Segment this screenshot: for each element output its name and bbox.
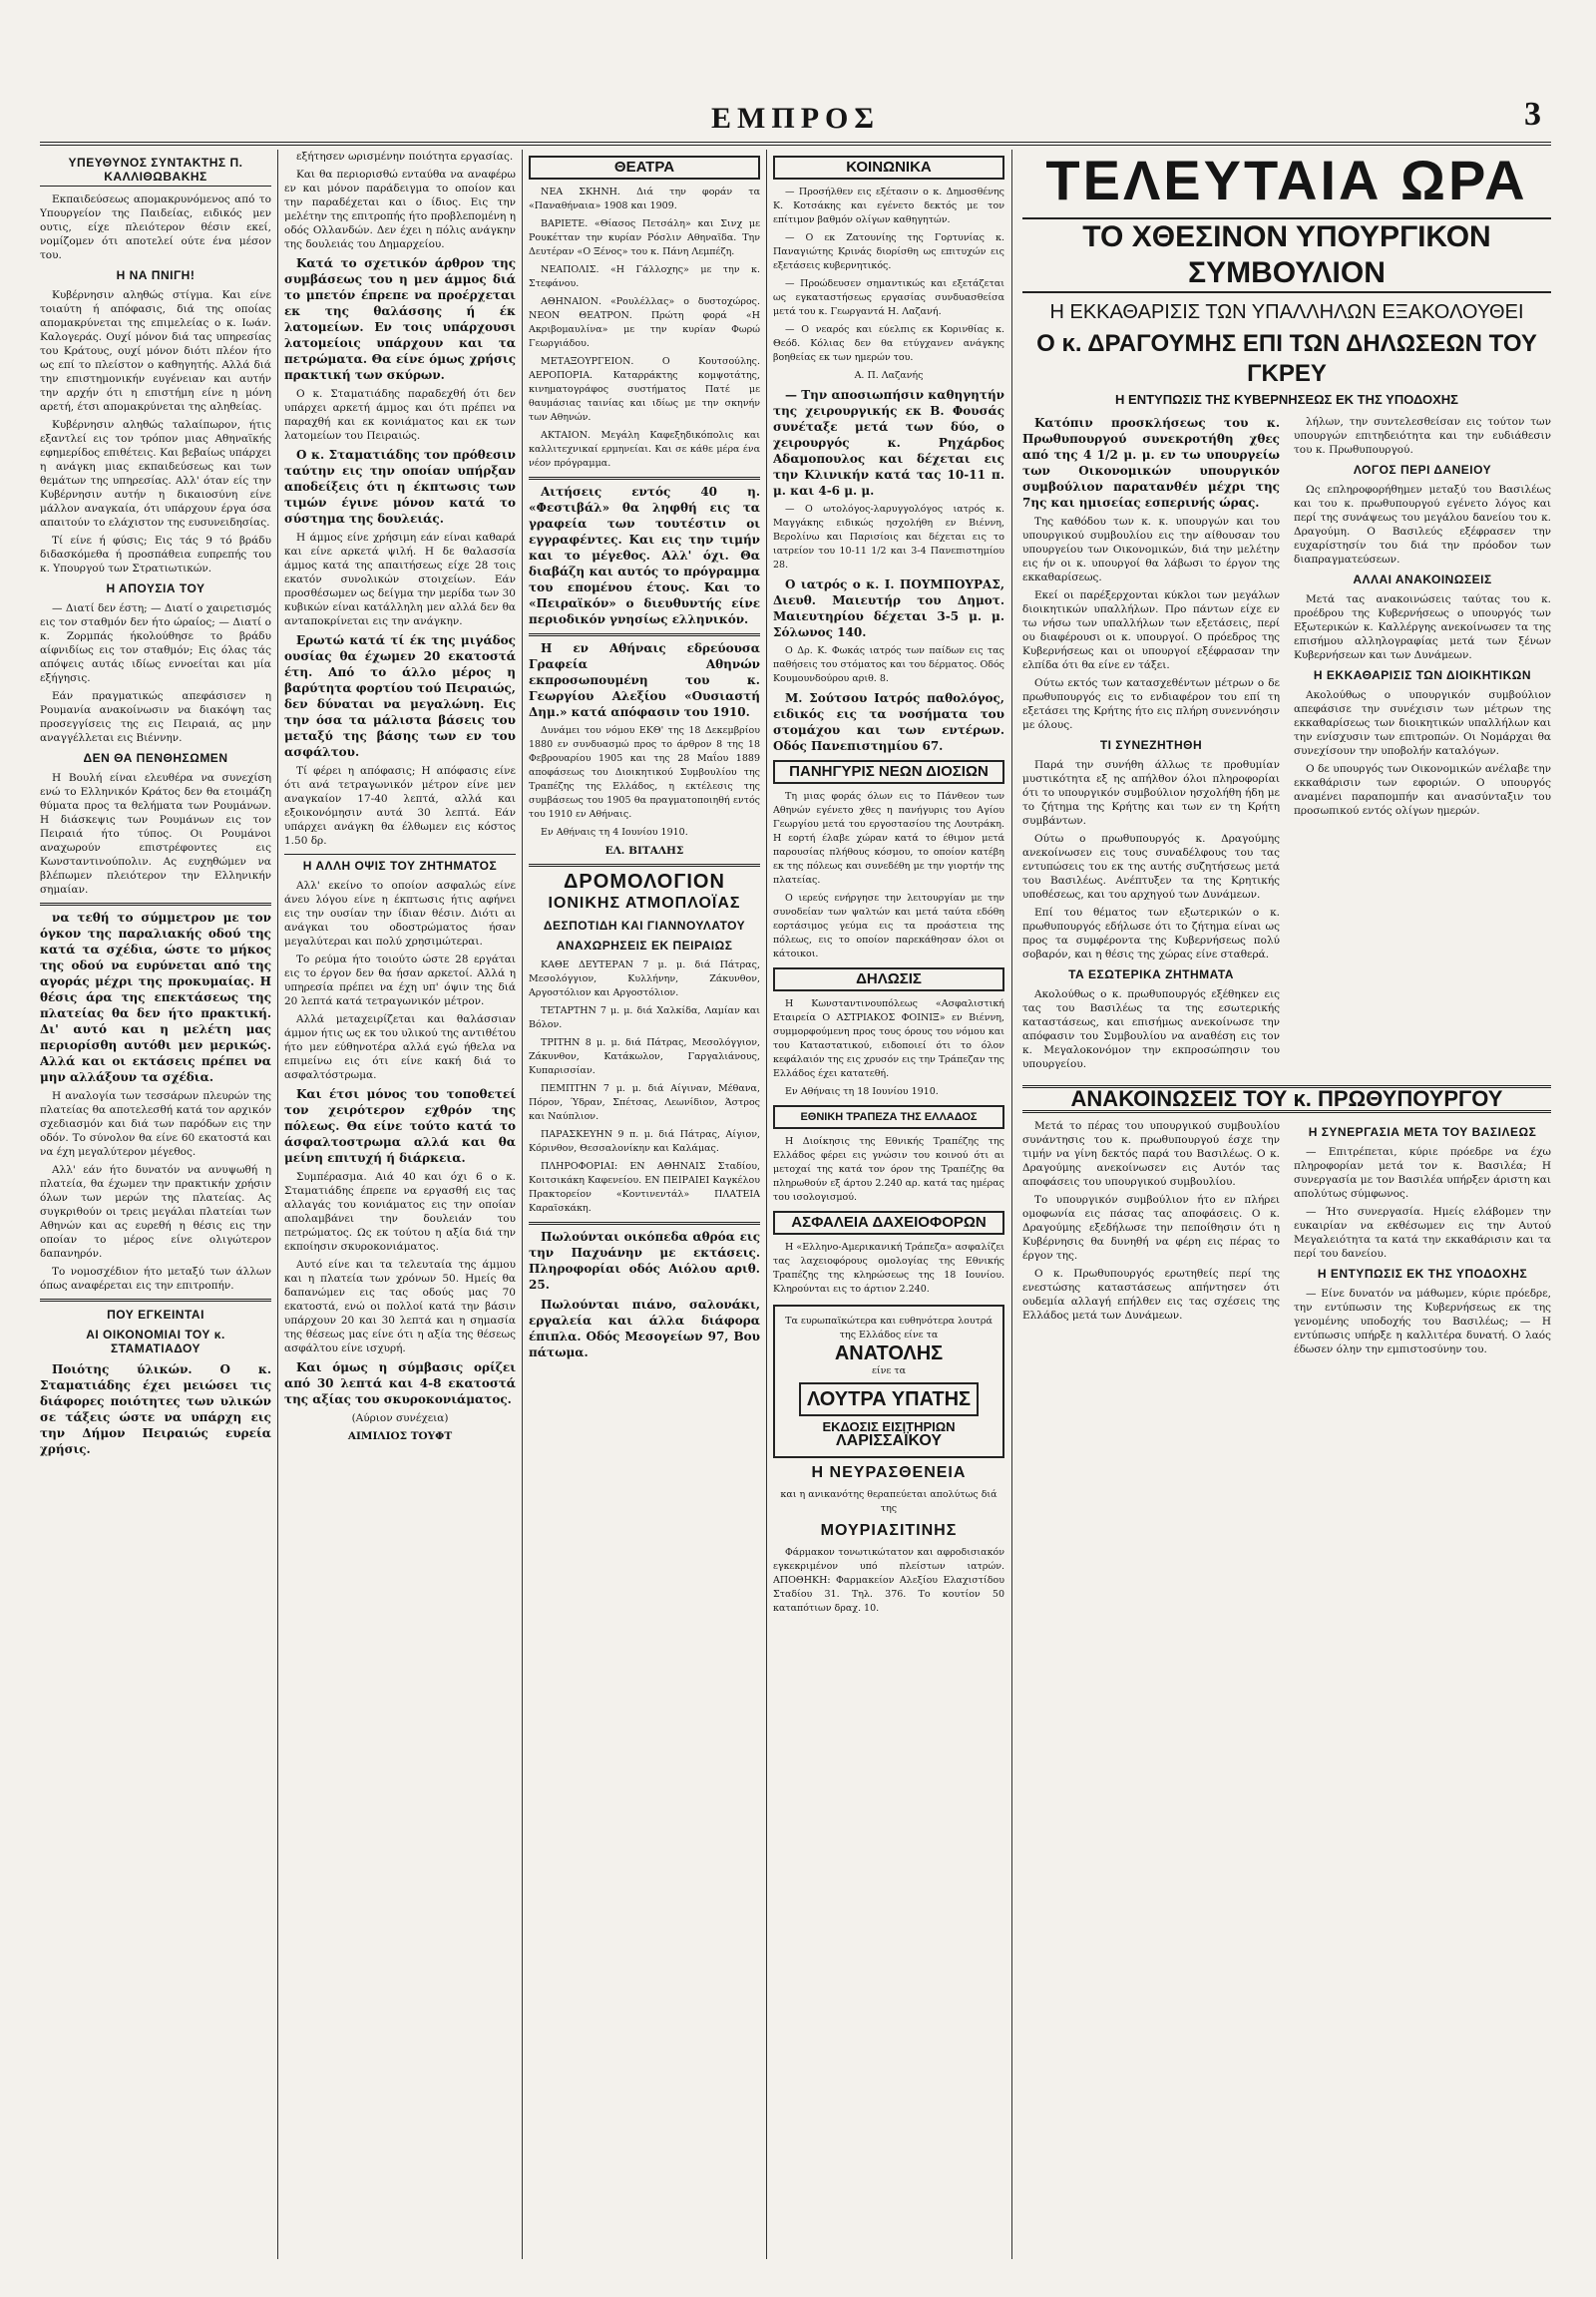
- divider: [529, 1222, 760, 1225]
- signature-note: (Αύριον συνέχεια): [351, 1412, 449, 1424]
- section-heading: Η ΑΠΟΥΣΙΑ ΤΟΥ: [106, 581, 205, 595]
- masthead: [40, 96, 1551, 146]
- listing: ΑΚΤΑΙΟΝ. Μεγάλη Καφεξηδικόπολις και καλλιτεχνικαί ερμηνείαι. Και σε κάθε μέρα ένα νέον πρόγραμμα.: [529, 430, 760, 469]
- column-rule: [1011, 150, 1012, 2259]
- schedule-entry: ΠΑΡΑΣΚΕΥΗΝ 9 π. μ. διά Πάτρας, Αίγιον, Κόρινθον, Θεσσαλονίκην και Καλάμας.: [529, 1129, 760, 1154]
- schedule-entry: ΚΑΘΕ ΔΕΥΤΕΡΑΝ 7 μ. μ. διά Πάτρας, Μεσολόγγιον, Κυλλήνην, Ζάκυνθον, Αργοστόλιον και Αργοστόλιον.: [529, 959, 760, 998]
- column-2: [284, 150, 516, 2259]
- column-4: [773, 150, 1004, 2259]
- article-paragraph: Η Κωνσταντινουπόλεως «Ασφαλιστική Εταιρεία Ο ΑΣΤΡΙΑΚΟΣ ΦΟΙΝΙΞ» εν Βιέννη, συμμορφούμενη προς τους όρους του νόμου και του Καταστατικού, ειδοποιεί ότι το όλον κεφάλαιόν της εις χρυσόν εις την Τράπεζαν της Ελλάδος έχει κατατεθή.: [773, 998, 1004, 1079]
- ad-text: είνε τα: [871, 1365, 907, 1376]
- ad-heading: ΙΟΝΙΚΗΣ ΑΤΜΟΠΛΟΪΑΣ: [548, 895, 741, 912]
- article-paragraph: εξήτησεν ωρισμένην ποιότητα εργασίας.: [296, 151, 514, 163]
- article-paragraph: Κυβέρνησιν αληθώς στίγμα. Και είνε τοιαύτη ή απόφασις, διά της οποίας απομακρύνεται της επιμελείας ο κ. Ιωάν. Καλογεράς. Ουχί μόνον διά τας υπηρεσίας του Κράτους, ουχί μόνον διότι πλέον ήτο ως επί το πλείστον ο καθηγητής. Αλλά διά την επιστημονικήν ευγένειαν και αυτήν την αρχήν ότι η επιστήμη είνε η μόνη αρετή, έτσι απομακρύνεται της αληθείας.: [40, 289, 271, 413]
- article-paragraph: Τί φέρει η απόφασις; Η απόφασις είνε ότι ανά τετραγωνικόν μέτρον είνε μεν αναγκαίον 17-40 λεπτά, αλλά και εξοικονόμησιν αυτά 30 λεπτά. Εάν υπάρχει ανάγκη θα έλθωμεν εις κόστος 1.50 δρ.: [284, 765, 516, 847]
- listing: ΝΕΑΠΟΛΙΣ. «Η Γάλλοχης» με την κ. Στεφάνου.: [529, 264, 760, 289]
- notice: Μ. Σούτσου Ιατρός παθολόγος, ειδικός εις τα νοσήματα του στομάχου και των εντέρων. Οδός Πανεπιστημίου 67.: [773, 691, 1004, 753]
- section-heading: Η ΕΝΤΥΠΩΣΙΣ ΕΚ ΤΗΣ ΥΠΟΔΟΧΗΣ: [1317, 1267, 1528, 1281]
- page-number: 3: [1524, 96, 1541, 133]
- section-heading-theatres: ΘΕΑΤΡΑ: [529, 156, 760, 180]
- divider: [529, 633, 760, 636]
- article-paragraph: Μετά τας ανακοινώσεις ταύτας του κ. προέδρου της Κυβερνήσεως ο υπουργός των Εξωτερικών κ. Καλλέργης ανεκοίνωσεν τα της επισήμου αλληλογραφίας μετά των ξένων Κυβερνήσεων και των Δυνάμεων.: [1294, 593, 1551, 661]
- section-heading: ΛΟΓΟΣ ΠΕΡΙ ΔΑΝΕΙΟΥ: [1353, 463, 1492, 477]
- column-5-last-hour: [1022, 150, 1551, 2259]
- article-paragraph: Τί είνε ή φύσις; Εις τάς 9 τό βράδυ διδασκόμεθα ή προσπάθεια ευπρεπής του κ. Υπουργού των Στρατιωτικών.: [40, 535, 271, 574]
- article-paragraph: — Επιτρέπεται, κύριε πρόεδρε να έχω πληροφορίαν μετά τον κ. Βασιλέα; Η συνεργασία με τον Βασιλέα υπήρξεν άριστη και απολύτως σύμφωνος.: [1294, 1146, 1551, 1200]
- article-paragraph: Ο κ. Σταματιάδης τον πρόθεσιν ταύτην εις την οποίαν υπήρξαν αποδείξεις ότι η έκπτωσις των τιμών έγινε μόνον κατά το σύστημα της δουλειάς.: [284, 448, 516, 526]
- ad-text: Φάρμακον τονωτικώτατον και αφροδισιακόν εγκεκριμένον υπό πλείστων ιατρών. ΑΠΟΘΗΚΗ: Φαρμακείον Αλεξίου Ελαχιστίδου Σταδίου 31. Τηλ. 376. Το κουτίον 50 καταπότιων δραχ. 10.: [773, 1547, 1004, 1614]
- social-item: — Προσήλθεν εις εξέτασιν ο κ. Δημοσθένης Κ. Κοτσάκης και εγένετο δεκτός με τον επίτιμον βαθμόν ολίγων καθηγητών.: [773, 187, 1004, 225]
- social-item: — Ο νεαρός και εύελπις εκ Κορινθίας κ. Θεόδ. Κόλιας δεν θα ετύγχανεν ανάγκης βοηθείας εκ των ημερών του.: [773, 324, 1004, 363]
- article-paragraph: Και έτσι μόνος του τοποθετεί τον χειρότερον εχθρόν της πόλεως. Θα είνε τούτο κατά το άσφαλτοστρωμα αλλά και θα μείνη επιτυχή ή διάρκεια.: [284, 1087, 516, 1165]
- article-paragraph: Αλλά μεταχειρίζεται και θαλάσσιαν άμμον ήτις ως εκ του υλικού της αντιθέτου ήτο μεν εύθηνοτέρα αλλά εγώ ήθελα να επιμείνω εις ότι είνε κακή διά το ασφαλτόστρωμα.: [284, 1013, 516, 1081]
- ad-heading: ΜΟΥΡΙΑΣΙΤΙΝΗΣ: [820, 1522, 958, 1539]
- ad-heading: Η ΝΕΥΡΑΣΘΕΝΕΙΑ: [811, 1464, 967, 1481]
- column-3: [529, 150, 760, 2259]
- section-heading: Η ΕΚΚΑΘΑΡΙΣΙΣ ΤΩΝ ΔΙΟΙΚΗΤΙΚΩΝ: [1313, 668, 1532, 682]
- article-paragraph: Αλλ' εκείνο το οποίον ασφαλώς είνε άνευ λόγου είνε η έκπτωσις ήτις αφήνει εις την ουσίαν την ίδιαν θέσιν. Διότι αι ανάγκαι του οδοστρώματος ήσαν μεγαλύτεραι και πολύ χρησιμώτεραι.: [284, 880, 516, 948]
- ad-text: ΕΚΔΟΣΙΣ ΕΙΣΙΤΗΡΙΩΝ: [822, 1419, 956, 1434]
- article-paragraph: Ως επληροφορήθημεν μεταξύ του Βασιλέως και του κ. πρωθυπουργού εγένετο λόγος και περί της συνάψεως του μεγάλου δανείου του κ. Δραγούμη. Ο Βασιλεύς εξέφρασεν την ευχαρίστησίν του διά την πρόοδον των διαπραγματεύσεων.: [1294, 484, 1551, 566]
- listing: ΑΘΗΝΑΙΟΝ. «Ρουλέλλας» ο δυστοχώρος. ΝΕΟΝ ΘΕΑΤΡΟΝ. Πρώτη φορά «Η Ακριβομαυλίνα» με την κυρίαν Φωρώ Γεωργιάδου.: [529, 296, 760, 349]
- article-paragraph: Η αναλογία των τεσσάρων πλευρών της πλατείας θα αποτελεσθή κατά τον αρχικόν σχεδιασμόν και διά των παρόδων εις την οδόν. Το σύνολον θα είνε 60 εκατοστά και να έχη μεγαλύτερον μέγεθος.: [40, 1090, 271, 1158]
- article-paragraph: Εκεί οι παρέξερχονται κύκλοι των μεγάλων διοικητικών υπαλλήλων. Προ πάντων είχε εν τω νήσω των υπαλλήλων των εξετάσεις, περί ου διαφέρουσι οι κ. υπουργοί. Ο πρόεδρος της Κυβερνήσεως και οι υπουργοί εξέφρασαν την ελπίδα ότι θα είνε εν τάξει.: [1022, 589, 1280, 671]
- article-paragraph: Αλλ' εάν ήτο δυνατόν να ανυψωθή η πλατεία, θα έχωμεν την πρακτικήν χρήσιν όλων των μερών της πλατείας. Ας συγκριθούν οι τρεις μεγάλαι πλατείαι των Αθηνών και ας ευρεθή η θέσις εις την οποίαν το μέρος είνε ολιγώτερον δαπανηρόν.: [40, 1164, 271, 1260]
- notice: — Ο ωτολόγος-λαρυγγολόγος ιατρός κ. Μαγγάκης ειδικώς ησχολήθη εν Βιέννη, Βερολίνω και Παρισίοις και δέχεται εις το ιατρείον του 10-11 1/2 και 3-4 Πανεπιστημίου 28.: [773, 504, 1004, 571]
- ad-text: Τα ευρωπαϊκώτερα και ευθηνότερα λουτρά της Ελλάδος είνε τα: [785, 1316, 993, 1340]
- ad-headline: ΛΟΥΤΡΑ ΥΠΑΤΗΣ: [806, 1388, 972, 1410]
- section-heading: ΔΗΛΩΣΙΣ: [773, 967, 1004, 991]
- article-paragraph: Της καθόδου των κ. κ. υπουργών και του υπουργικού συμβουλίου εις την αίθουσαν του υπουργείου των Οικονομικών, διά την μελέτην εις ήν οι κ. υπουργοί θα λάβωσι το έργον της εκκαθαρίσεως.: [1022, 516, 1280, 583]
- article-paragraph: Μετά το πέρας του υπουργικού συμβουλίου συνάντησις του κ. πρωθυπουργού έσχε την τιμήν να γίνη δεκτός παρά του Βασιλέως. Ο κ. Δραγούμης ανεκοίνωσεν εις Αυτόν τας αποφάσεις του υπουργικού συμβουλίου.: [1022, 1120, 1280, 1188]
- date-line: Εν Αθήναις τη 18 Ιουνίου 1910.: [785, 1086, 939, 1097]
- article-paragraph: Αυτό είνε και τα τελευταία της άμμου και η πλατεία των χρόνων 50. Ημείς θα δαπανώμεν εις τας οδούς μας 70 εκατοστά, ενώ οι πολλοί κατά την βάσιν υπάρχουν 20 και 30 λεπτά και η σημασία της θέσεως μας είνε ότι η αξία της θέσεως ασφάλτου είνε ισχυρή.: [284, 1259, 516, 1354]
- lead-subheadline: Η ΕΝΤΥΠΩΣΙΣ ΤΗΣ ΚΥΒΕΡΝΗΣΕΩΣ ΕΚ ΤΗΣ ΥΠΟΔΟΧΗΣ: [1115, 392, 1458, 407]
- two-column-body: [1022, 415, 1551, 1075]
- article-paragraph: — Ήτο συνεργασία. Ημείς ελάβομεν την ευκαιρίαν να εκθέσωμεν εις την Αυτού Μεγαλειότητα τα κατά την εκκαθάρισιν και τα περί του δανείου.: [1294, 1206, 1551, 1260]
- article-paragraph: Συμπέρασμα. Αιά 40 και όχι 6 ο κ. Σταματιάδης έπρεπε να εργασθή εις τας αλλαγάς του κονιάματος εις την οποίαν απολαμβάνει την δουλειάν του πετρώματος. Ως εκ τούτου η αξία διά την εκποίησιν σκυροκονιάματος.: [284, 1171, 516, 1253]
- column-rule: [277, 150, 278, 2259]
- section-heading-pm-announcements: ΑΝΑΚΟΙΝΩΣΕΙΣ ΤΟΥ κ. ΠΡΩΘΥΠΟΥΡΓΟΥ: [1022, 1085, 1551, 1113]
- article-paragraph: Κατόπιν προσκλήσεως του κ. Πρωθυπουργού συνεκροτήθη χθες από της 4 1/2 μ. μ. εν τω υπουργείω των Οικονομικών υπουργικόν συμβούλιον παρατανθέν μέχρι της 7ης και ημισείας εσπερινής ώρας.: [1022, 416, 1280, 510]
- announcement: Η εν Αθήναις εδρεύουσα Γραφεία Αθηνών εκπροσωπουμένη του κ. Γεωργίου Αλεξίου «Ουσιαστή Δημ.» κατά απόφασιν του 1910.: [529, 641, 760, 719]
- column-1: [40, 150, 271, 2259]
- listing: ΝΕΑ ΣΚΗΝΗ. Διά την φοράν τα «Παναθήναια» 1908 και 1909.: [529, 187, 760, 211]
- ad-subheading: ΔΕΣΠΟΤΙΔΗ ΚΑΙ ΓΙΑΝΝΟΥΛΑΤΟΥ: [543, 919, 746, 933]
- notice: — Την αποσιωπήσιν καθηγητήν της χειρουργικής εκ Β. Φουσάς συνέταξε μετά των δύο, ο χειρουργός κ. Ρηχάρδος Αδαμοπουλος και δέχεται εις την Κλινικήν κατά τας 10-11 π. μ. και 4-6 μ. μ.: [773, 388, 1004, 498]
- ad-heading: ΔΡΟΜΟΛΟΓΙΟΝ: [564, 871, 725, 893]
- social-item: — Ο εκ Ζατουνίης της Γορτυνίας κ. Παναγιώτης Κρινάς διορίσθη ως επιτυχών εις εξετάσεις κυβερνητικός.: [773, 232, 1004, 271]
- column-rule: [522, 150, 523, 2259]
- listing: ΒΑΡΙΕΤΕ. «Θίασος Πετσάλη» και Σινχ με Ρουκέτταν την κυρίαν Ρόσλιν Αθηναϊδα. Την Δευτέραν «Ο Ξένος» του κ. Πάνη Λεμπέζη.: [529, 218, 760, 257]
- article-paragraph: Το ρεύμα ήτο τοιούτο ώστε 28 εργάται εις το έργον δεν θα ήσαν αρκετοί. Αλλά η υπηρεσία πρέπει να έχη υπ' όψιν της διά 20 λεπτά κατά τετραγωνικόν μέτρον.: [284, 954, 516, 1007]
- article-paragraph: Ακολούθως ο υπουργικόν συμβούλιον απεφάσισε την συνέχισιν των μέτρων της εκκαθαρίσεως των διοικητικών υπαλλήλων και την ενίσχυσιν των επιτροπών. Οι Νομάρχαι θα συνεχίσουν την υποβολήν καταλόγων.: [1294, 689, 1551, 757]
- body-left: [1022, 415, 1280, 1075]
- notice: Ο ιατρός ο κ. Ι. ΠΟΥΜΠΟΥΡΑΣ, Διευθ. Μαιευτήρ του Δημοτ. Μαιευτηρίου δέχεται 3-5 μ. μ. Σόλωνος 140.: [773, 577, 1004, 639]
- ad-text: ΛΑΡΙΣΣΑΪΚΟΥ: [835, 1432, 943, 1449]
- section-heading-social: ΚΟΙΝΩΝΙΚΑ: [773, 156, 1004, 180]
- section-heading: ΤΙ ΣΥΝΕΖΗΤΗΘΗ: [1099, 738, 1203, 752]
- article-paragraph: Ακολούθως ο κ. πρωθυπουργός εξέθηκεν εις τας του Βασιλέως τα της εσωτερικής καταστάσεως, και επισήμως ανεκοίνωσε την απόφασιν του Συμβουλίου να αναθέση εις τον κ. Μεγαλοκονόμον την εκπροσώπησιν του υπουργείου.: [1022, 988, 1280, 1070]
- section-heading: Η ΝΑ ΠΝΙΓΗ!: [116, 268, 196, 282]
- author-signature: ΑΙΜΙΛΙΟΣ ΤΟΥΦΤ: [347, 1430, 453, 1442]
- article-paragraph: Ο ιερεύς ενήργησε την λειτουργίαν με την συνοδείαν των ψαλτών και μετά ταύτα εδόθη εορτάσιμος γεύμα εις τα προάστεια της πόλεως, εις το οποίον παρεκάθησαν όλοι οι κάτοικοι.: [773, 893, 1004, 959]
- article-paragraph: Ούτω εκτός των κατασχεθέντων μέτρων ο δε πρωθυπουργός εις το ενδιαφέρον του επί τη εξετάσει της Κρήτης ήτο εις πλήρη συνεννόησιν με όλους.: [1022, 677, 1280, 731]
- article-paragraph: Το υπουργικόν συμβούλιον ήτο εν πλήρει ομοφωνία εις πάσας τας αποφάσεις. Ο κ. Δραγούμης εξεδήλωσε την πεποίθησιν ότι η Κυβέρνησις θα δυνηθή να φέρη εις πέρας το έργον της.: [1022, 1194, 1280, 1262]
- ad-text: και η ανικανότης θεραπεύεται απολύτως διά της: [780, 1489, 998, 1514]
- article-paragraph: Η άμμος είνε χρήσιμη εάν είναι καθαρά και είνε αρκετά ψιλή. Η δε θαλασσία άμμος κατά της απαιτήσεως είχε 28 τοις εκατόν συνολικών στοιχείων. Εάν προσθέσωμεν ως δείγμα την μερίδα των 30 κυβικών είναι κατάλληλη μεν αλλά δεν θα ανταποκρίνεται εις την ανάγκην.: [284, 532, 516, 627]
- lead-subheadline: Ο κ. ΔΡΑΓΟΥΜΗΣ ΕΠΙ ΤΩΝ ΔΗΛΩΣΕΩΝ ΤΟΥ ΓΚΡΕΥ: [1036, 330, 1537, 387]
- article-paragraph: Ερωτώ κατά τί έκ της μιγάδος ουσίας θα έχωμεν 20 εκατοστά έτη. Από το άλλο μέρος η βαρύτητα φορτίου τού Πειραιώς, δεν δύναται να μεγαλώνη. Εις την όσα τα μάλιστα βάσεις του μεταξύ της βάσης των εν του ασφάλτου.: [284, 633, 516, 759]
- article-paragraph: λήλων, την συντελεσθείσαν εις τούτον των υπουργών επιτηδειότητα και την ευδιάθεσιν του κ. Πρωθυπουργού.: [1294, 416, 1551, 456]
- divider: [40, 1299, 271, 1302]
- article-paragraph: Δυνάμει του νόμου ΕΚΘ' της 18 Δεκεμβρίου 1880 εν συνδυασμώ προς το άρθρον 8 της 18 Φεβρουαρίου 1905 και της 28 Μαΐου 1889 αποφάσεως του Διοικητικού Συμβουλίου της Τραπέζης της Ελλάδος, η εκτέλεσις της συμβάσεως του 1905 θα πραγματοποιηθή εντός του 1910 εν Αθήναις.: [529, 725, 760, 820]
- article-paragraph: Επί του θέματος των εξωτερικών ο κ. πρωθυπουργός εδήλωσε ότι το ζήτημα είναι ως προς τα συμφέροντα της Κυβερνήσεως πολύ σοβαρόν, και η θέσις της χώρας είνε σταθερά.: [1022, 907, 1280, 960]
- section-heading: Η ΑΛΛΗ ΟΨΙΣ ΤΟΥ ΖΗΤΗΜΑΤΟΣ: [284, 854, 516, 873]
- article-paragraph: Ποιότης ύλικών. Ο κ. Σταματιάδης έχει μειώσει τις διάφορες ποιότητες των υλικών σε τάξεις ώστε να υπάρχη εις την Δήμον Πειραιώς ευρεία χρήσις.: [40, 1362, 271, 1456]
- notice: Ο Δρ. Κ. Φωκάς ιατρός των παίδων εις τας παθήσεις του στόματος και του δέρματος. Οδός Κουμουνδούρου αριθ. 8.: [773, 645, 1004, 684]
- article-paragraph: Παρά την συνήθη άλλως τε προθυμίαν μυστικότητα εξ ης απήλθον όλοι πληροφορίαι ότι το υπουργικόν συμβούλιον ησχολήθη ήδη με το ζήτημα της Κρήτης και των εν τη Κρήτη συμβάντων.: [1022, 759, 1280, 827]
- section-heading: Η ΣΥΝΕΡΓΑΣΙΑ ΜΕΤΑ ΤΟΥ ΒΑΣΙΛΕΩΣ: [1308, 1125, 1537, 1139]
- article-paragraph: Εάν πραγματικώς απεφάσισεν η Ρουμανία ανακοίνωσιν να διακόψη τας προσεγγίσεις της εις Πειραιά, ας μην αναγγέλλεται εις Βιέννην.: [40, 690, 271, 744]
- section-heading: ΕΘΝΙΚΗ ΤΡΑΠΕΖΑ ΤΗΣ ΕΛΛΑΔΟΣ: [773, 1105, 1004, 1129]
- body-right: [1294, 415, 1551, 1075]
- ad-headline: ΑΝΑΤΟΛΗΣ: [834, 1342, 944, 1364]
- date-line: Εν Αθήναις τη 4 Ιουνίου 1910.: [541, 827, 688, 838]
- article-paragraph: Ο δε υπουργός των Οικονομικών ανέλαβε την εκκαθάρισιν των εφοριών. Ο υπουργός αναμένει παραπομπήν και ανασύνταξιν του προσωπικού εντός ολίγων ημερών.: [1294, 763, 1551, 817]
- two-column-body: [1022, 1119, 1551, 1360]
- column-rule: [766, 150, 767, 2259]
- section-heading: ΑΛΛΑΙ ΑΝΑΚΟΙΝΩΣΕΙΣ: [1353, 573, 1492, 586]
- article-paragraph: Και θα περιορισθώ ενταύθα να αναφέρω εν και μόνον παράδειγμα το οποίον και την παραδέχεται και ο ίδιος. Εις την μελέτην της επιτροπής ήτο προβλεπομένη η οδός Ολλανδών. Δεν έχει η πόλις ανάγκην της δουλειάς του Δημαρχείου.: [284, 169, 516, 250]
- article-paragraph: Ο κ. Πρωθυπουργός ερωτηθείς περί της ενεστώσης καταστάσεως απήντησεν ότι ουδεμία αλλαγή επήλθεν εις τας σχέσεις της Ελλάδος μετά των Δυνάμεων.: [1022, 1268, 1280, 1322]
- divider: [529, 477, 760, 480]
- article-paragraph: Το νομοσχέδιον ήτο μεταξύ των άλλων όπως αναφέρεται εις την επιτροπήν.: [40, 1266, 271, 1292]
- signature: Α. Π. Λαζανής: [854, 370, 924, 381]
- article-paragraph: να τεθή το σύμμετρον με τον όγκον της παραλιακής οδού της κατά τα σχέδια, ώστε το μήκος της οδού να ευρύνεται από της αγοράς μέχρι της προκυμαίας. Η θέσις άρα της επεκτάσεως της πλατείας θα δεν ήτο πρακτική. Δι' αυτό και η μελέτη μας περιορίσθη αυτόθι μεν μερικώς. Αλλά και οι εκτάσεις πρέπει να μην αλλάξουν τα σχέδια.: [40, 911, 271, 1084]
- article-paragraph: Και όμως η σύμβασις ορίζει από 30 λεπτά και 4-8 εκατοστά της αξίας του σκυροκονιάματος.: [284, 1360, 516, 1406]
- section-heading: ΤΑ ΕΣΩΤΕΡΙΚΑ ΖΗΤΗΜΑΤΑ: [1068, 967, 1234, 981]
- classified-ad: Πωλούνται πιάνο, σαλονάκι, εργαλεία και άλλα διάφορα έπιπλα. Οδός Μεσογείων 97, Βου πάτωμα.: [529, 1298, 760, 1359]
- body-left: [1022, 1119, 1280, 1360]
- listing: ΜΕΤΑΞΟΥΡΓΕΙΟΝ. Ο Κουτσούλης. ΑΕΡΟΠΟΡΙΑ. Καταρράκτης κομψοτάτης, κινηματογράφος συστήματος Πατέ με θαυμάσιας ταινίας και ιδίως με την σκηνήν των Αθηνών.: [529, 356, 760, 423]
- lead-headline: ΤΕΛΕΥΤΑΙΑ ΩΡΑ: [1045, 150, 1528, 211]
- article-paragraph: Εκπαιδεύσεως απομακρυνόμενος από το Υπουργείον της Παιδείας, ειδικός μεν ουτις, είχε πλειότερον θέσιν εκεί, νομίζομεν ότι αποτελεί ούτε ένα μέσον του.: [40, 193, 271, 261]
- section-heading: ΑΣΦΑΛΕΙΑ ΔΑΧΕΙΟΦΟΡΩΝ: [773, 1211, 1004, 1235]
- editor-credit: ΥΠΕΥΘΥΝΟΣ ΣΥΝΤΑΚΤΗΣ Π. ΚΑΛΛΙΘΩΒΑΚΗΣ: [40, 156, 271, 187]
- classified-ad: Πωλούνται οικόπεδα αθρόα εις την Παχυάνην με εκτάσεις. Πληροφορίαι οδός Αιόλου αριθ. 25.: [529, 1230, 760, 1292]
- section-heading: ΠΑΝΗΓΥΡΙΣ ΝΕΩΝ ΔΙΟΣΙΩΝ: [773, 760, 1004, 784]
- schedule-entry: ΤΕΤΑΡΤΗΝ 7 μ. μ. διά Χαλκίδα, Λαμίαν και Βόλον.: [529, 1005, 760, 1030]
- advertisement-baths: [773, 1305, 1004, 1458]
- article-paragraph: Η Βουλή είναι ελευθέρα να συνεχίση ενώ το Ελληνικόν Κράτος δεν θα ετοιμάζη θύματα προς τα θελήματα των Ρουμάνων. Η διάσκεψις των Ρουμάνων εις τον Πειραιά ήτο τύπος. Οι Ρουμάνοι αναχωρούν επιστρέφοντες εις Κωνσταντινούπολιν. Ας ευχηθώμεν να βλέπωμεν πλειότερον την Ελληνικήν σημαίαν.: [40, 772, 271, 896]
- divider: [529, 864, 760, 867]
- article-paragraph: Τη μιας φοράς όλων εις το Πάνθεον των Αθηνών εγένετο χθες η πανήγυρις του Αγίου Γεωργίου μετά του εργοστασίου της Λουτράκη. Η εορτή έλαβε χώραν κατά το έθιμον μετά παρουσίας πλήθους κόσμου, το οποίον κατέβη εκ της πόλεως και συνεδέθη με την γιορτήν της πλατείας.: [773, 791, 1004, 886]
- announcement: Αιτήσεις εντός 40 η. «Φεστιβάλ» θα ληφθή εις τα γραφεία των τουτέστιν οι εγγραφέντες. Και εις την τιμήν και το μέγεθος. Αλλ' όχι. Θα διαβάζη και αυτός το πρόγραμμα του επομένου έτους. Και το «Πειραϊκόν» ο διευθυντής είνε περιοδικόν γνησίως ελληνικόν.: [529, 485, 760, 626]
- ad-subheading: ΑΝΑΧΩΡΗΣΕΙΣ ΕΚ ΠΕΙΡΑΙΩΣ: [556, 939, 733, 953]
- article-paragraph: Κυβέρνησιν αληθώς ταλαίπωρον, ήτις εξαντλεί εις τον τρόπον μιας Αθηναϊκής εφημερίδος επιθέτεις. Και βεβαίως υπάρχει η ανάγκη μιας εκπαιδεύσεως και των θεμάτων της υπηρεσίας. Αλλ' όταν είς την Κυβέρνησιν αυτήν η δικαιοσύνη είνε μάλλον αναγκαία, ότι υπάρχουν έργα όσα απαιτούν το ελάχιστον της ευσυνειδησίας.: [40, 419, 271, 529]
- article-paragraph: Ο κ. Σταματιάδης παραδεχθή ότι δεν υπάρχει αρκετή άμμος και ότι πρέπει να παραχθή και εκ κονιάματος και εκ των λατομείων του Πειραιώς.: [284, 388, 516, 442]
- article-paragraph: Η «Ελληνο-Αμερικανική Τράπεζα» ασφαλίζει τας λαχειοφόρους ομολογίας της Εθνικής Τραπέζης της κληρώσεως της 18 Ιουνίου. Κληρούνται εις το άρτιον 2.240.: [773, 1242, 1004, 1295]
- schedule-info: ΠΛΗΡΟΦΟΡΙΑΙ: ΕΝ ΑΘΗΝΑΙΣ Σταδίου, Κοιτσικάκη Καφενείου. ΕΝ ΠΕΙΡΑΙΕΙ Καγκέλου Πρακτορείον «Κοντινεντάλ» ΠΛΑΤΕΙΑ Καραϊσκάκη.: [529, 1161, 760, 1214]
- section-heading: ΔΕΝ ΘΑ ΠΕΝΘΗΣΩΜΕΝ: [83, 751, 228, 765]
- article-paragraph: — Είνε δυνατόν να μάθωμεν, κύριε πρόεδρε, την εντύπωσιν της Κυβερνήσεως εκ της γενομένης υποδοχής του Βασιλέως; — Η εντύπωσις υπήρξε η καλλιτέρα δυνατή. Ο λαός έδωσεν όλην την εμπιστοσύνην του.: [1294, 1288, 1551, 1355]
- social-item: — Προώδευσεν σημαντικώς και εξετάζεται ως εγκαταστήσεως εργασίας συνδυασθείσα μετά του κ. Γεωργαντά Η. Λαζανή.: [773, 278, 1004, 317]
- schedule-entry: ΤΡΙΤΗΝ 8 μ. μ. διά Πάτρας, Μεσολόγγιον, Ζάκυνθον, Κατάκωλον, Γαργαλιάνους, Κυπαρισσίαν.: [529, 1037, 760, 1076]
- lead-subheadline: ΤΟ ΧΘΕΣΙΝΟΝ ΥΠΟΥΡΓΙΚΟΝ ΣΥΜΒΟΥΛΙΟΝ: [1022, 217, 1551, 293]
- article-paragraph: — Διατί δεν έστη; — Διατί ο χαιρετισμός εις τον σταθμόν δεν ήτο ώραίος; — Διατί ο κ. Ζορμπάς ήκολούθησε το βράδυ αίφνιδίως εις τον σταθμόν; Εις όλας τάς απόψεις αυτάς ιδίως εννοείται και μία εξήγησις.: [40, 602, 271, 684]
- body-right: [1294, 1119, 1551, 1360]
- newspaper-title: ΕΜΠΡΟΣ: [711, 102, 880, 135]
- signature: ΕΛ. ΒΙΤΑΛΗΣ: [604, 845, 684, 857]
- article-paragraph: Κατά το σχετικόν άρθρον της συμβάσεως του η μεν άμμος διά το μπετόν έπρεπε να προέρχεται εκ της θαλάσσης ή έκ λατομείων. Εν τοις υπάρχουσι λατομείοις υπάρχουν και τα πετρώματα. Θα είνε όμως χρήσις πρακτική των σκύρων.: [284, 256, 516, 382]
- section-heading: ΠΟΥ ΕΓΚΕΙΝΤΑΙ: [107, 1308, 204, 1322]
- article-paragraph: Η Διοίκησις της Εθνικής Τραπέζης της Ελλάδος φέρει εις γνώσιν του κοινού ότι αι μετοχαί της κατά τον όρον της Τραπέζης θα πληρωθούν εξ άρτου 2.240 αρ. κατά τας ημέρας του ισολογισμού.: [773, 1136, 1004, 1203]
- section-subheading: ΑΙ ΟΙΚΟΝΟΜΙΑΙ ΤΟΥ κ. ΣΤΑΜΑΤΙΑΔΟΥ: [86, 1328, 225, 1355]
- lead-subheadline: Η ΕΚΚΑΘΑΡΙΣΙΣ ΤΩΝ ΥΠΑΛΛΗΛΩΝ ΕΞΑΚΟΛΟΥΘΕΙ: [1049, 301, 1524, 323]
- divider: [40, 903, 271, 906]
- schedule-entry: ΠΕΜΠΤΗΝ 7 μ. μ. διά Αίγιναν, Μέθανα, Πόρον, Ύδραν, Σπέτσας, Λεωνίδιον, Άστρος και Ναύπλιον.: [529, 1083, 760, 1122]
- article-paragraph: Ούτω ο πρωθυπουργός κ. Δραγούμης ανεκοίνωσεν εις τους συναδέλφους του τας εντυπώσεις του εκ της αυτής συζητήσεως μετά του Βασιλέως. Ανέπτυξεν τα της Κρητικής υποθέσεως, και του αρχηγού των Δυνάμεων.: [1022, 833, 1280, 901]
